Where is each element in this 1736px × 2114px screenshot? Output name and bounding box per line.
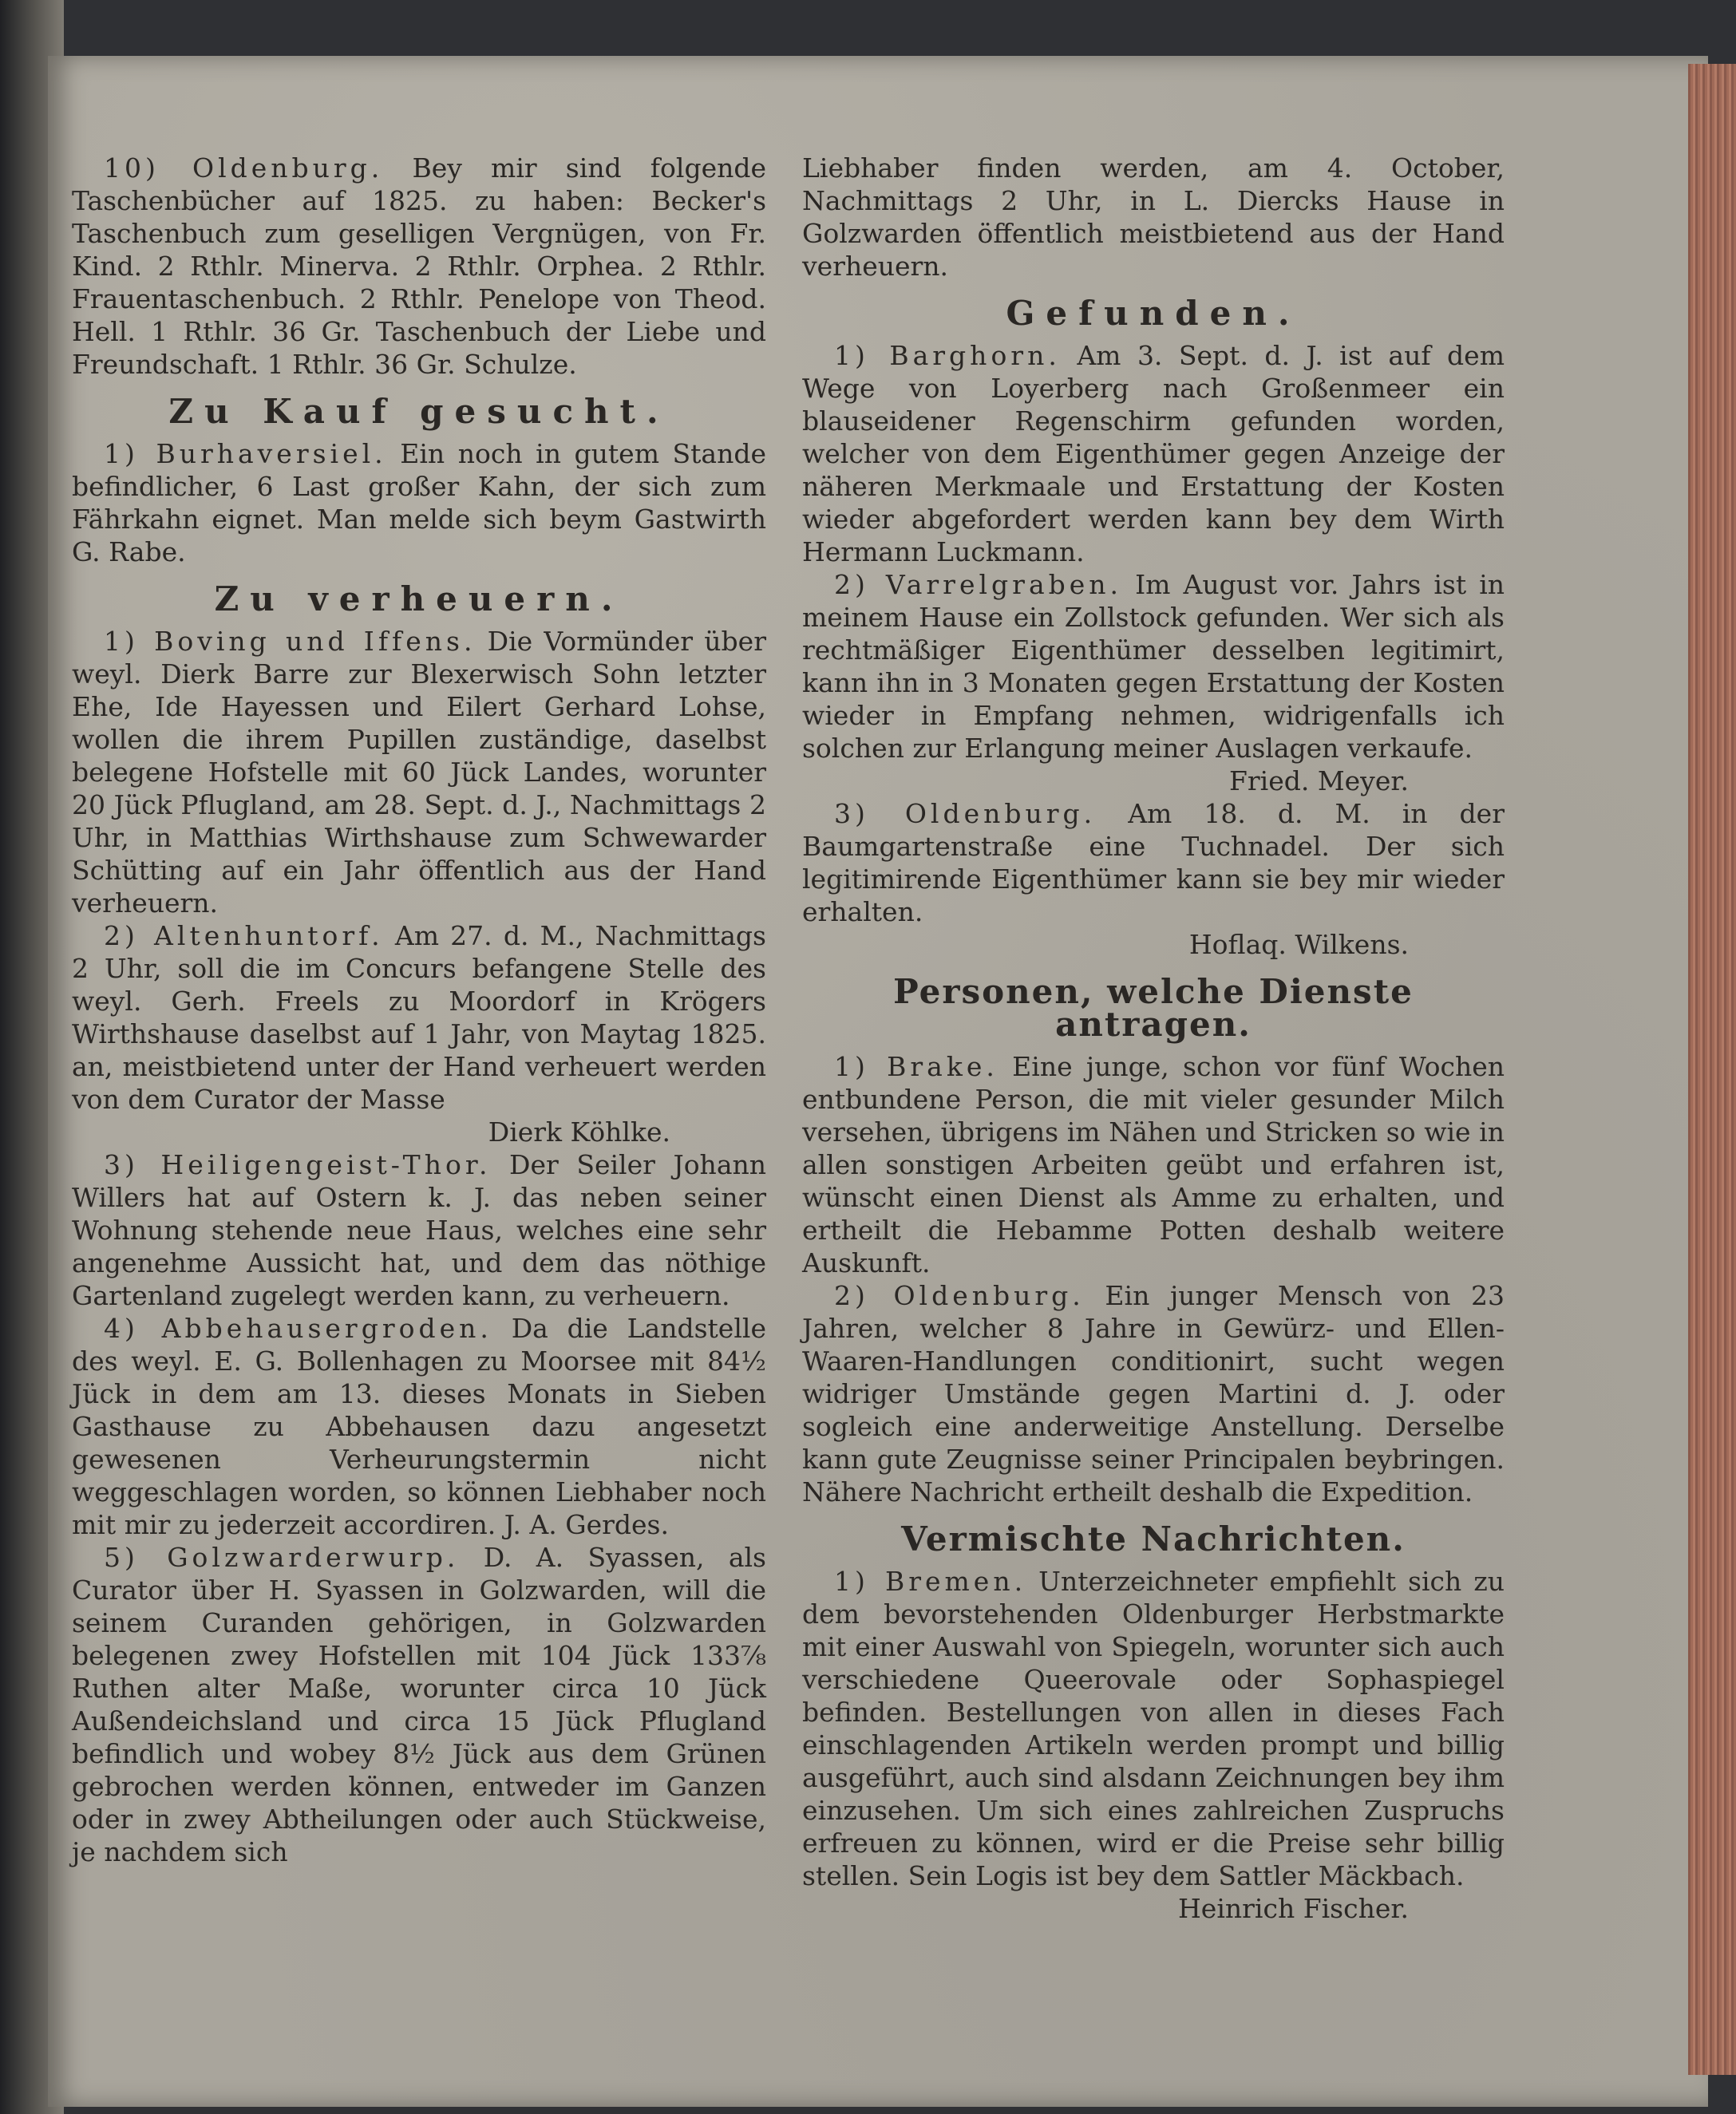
notice-location: 2) Altenhuntorf. — [104, 920, 384, 951]
notice-bremen — [802, 1565, 1505, 1892]
notice-text: Unterzeichneter empfiehlt sich zu dem bevorstehenden Oldenburger Herbstmarkte mit einer Auswahl von Spiegeln, worunter sich auch verschiedene Queerovale oder Sophaspiegel befinden. Bestellungen von allen in dieses Fach einschlagenden Artikeln werden prompt und billig ausgeführt, auch sind alsdann Zeichnungen bey ihm einzusehen. Um sich eines zahlreichen Zuspruchs erfreuen zu können, wird er die Preise sehr billig stellen. Sein Logis ist bey dem Sattler Mäckbach. — [802, 1566, 1505, 1891]
section-heading-zu-kauf: Zu Kauf gesucht. — [168, 392, 670, 431]
notice-oldenburg-books — [72, 152, 766, 381]
notice-signature: Hoflaq. Wilkens. — [1188, 929, 1409, 960]
notice-text: Eine junge, schon vor fünf Wochen entbundene Person, die mit vieler gesunder Milch versehen, übrigens im Nähen und Stricken so wie in allen sonstigen Arbeiten geübt und erfahren ist, wünscht einen Dienst als Amme zu erhalten, und ertheilt die Hebamme Potten deshalb weitere Auskunft. — [802, 1051, 1505, 1278]
notice-location: 10) Oldenburg. — [104, 152, 384, 184]
notice-varrelgraben — [802, 568, 1505, 765]
notice-text: Da die Landstelle des weyl. E. G. Bollenhagen zu Moorsee mit 84½ Jück in dem am 13. dieses Monats in Sieben Gasthause zu Abbehausen dazu angesetzt gewesenen Verheurungstermin nicht weggeschlagen worden, so können Liebhaber noch mit mir zu jederzeit accordiren. — [72, 1313, 766, 1540]
notice-text: Im August vor. Jahrs ist in meinem Hause ein Zollstock gefunden. Wer sich als rechtmäßiger Eigenthümer desselben legitimirt, kann ihn in 3 Monaten gegen Erstattung der Kosten wieder in Empfang nehmen, widrigenfalls ich solchen zur Erlangung meiner Auslagen verkaufe. — [802, 569, 1505, 764]
notice-location: 3) Heiligengeist-Thor. — [104, 1149, 492, 1180]
notice-signature: Schulze. — [464, 349, 577, 380]
right-column — [802, 152, 1505, 1925]
notice-signature: Dierk Köhlke. — [488, 1116, 670, 1148]
notice-text: Bey mir sind folgende Taschenbücher auf 1825. zu haben: Becker's Taschenbuch zum geselligen Vergnügen, von Fr. Kind. 2 Rthlr. Minerva. 2 Rthlr. Orphea. 2 Rthlr. Frauentaschenbuch. 2 Rthlr. Penelope von Theod. Hell. 1 Rthlr. 36 Gr. Taschenbuch der Liebe und Freundschaft. 1 Rthlr. 36 Gr. — [72, 152, 766, 380]
notice-text: Ein junger Mensch von 23 Jahren, welcher 8 Jahre in Gewürz- und Ellen-Waaren-Handlungen conditionirt, sucht wegen widriger Umstände gegen Martini d. J. oder sogleich eine anderweitige Anstellung. Derselbe kann gute Zeugnisse seiner Principalen beybringen. Nähere Nachricht ertheilt deshalb die Expedition. — [802, 1280, 1505, 1507]
notice-text: Der Seiler Johann Willers hat auf Ostern k. J. das neben seiner Wohnung stehende neue Haus, welches eine sehr angenehme Aussicht hat, und dem das nöthige Gartenland zugelegt werden kann, zu verheuern. — [72, 1149, 766, 1311]
notice-oldenburg-mensch — [802, 1279, 1505, 1508]
notice-text: Am 18. d. M. in der Baumgartenstraße eine Tuchnadel. Der sich legitimirende Eigenthümer kann sie bey mir wieder erhalten. — [802, 798, 1505, 927]
notice-location: 1) Brake. — [834, 1051, 998, 1082]
notice-text: Ein noch in gutem Stande befindlicher, 6 Last großer Kahn, der sich zum Fährkahn eignet. Man melde sich beym Gastwirth G. Rabe. — [72, 438, 767, 567]
notice-signature: J. A. Gerdes. — [504, 1509, 669, 1540]
notice-burhaversiel — [72, 437, 766, 568]
section-heading-vermischte: Vermischte Nachrichten. — [901, 1519, 1406, 1559]
notice-location: 1) Burhaversiel. — [104, 438, 387, 469]
notice-location: 5) Golzwarderwurp. — [104, 1542, 460, 1573]
notice-text: Am 3. Sept. d. J. ist auf dem Wege von Loyerberg nach Großenmeer ein blauseidener Regenschirm gefunden worden, welcher von dem Eigenthümer gegen Anzeige der näheren Merkmaale und Erstattung der Kosten wieder abgefordert werden kann bey dem Wirth Hermann Luckmann. — [802, 340, 1505, 567]
notice-altenhuntorf — [72, 919, 766, 1116]
notice-location: 1) Bremen. — [834, 1566, 1027, 1597]
notice-golzwarderwurp — [72, 1541, 766, 1868]
notice-brake — [802, 1050, 1505, 1279]
notice-location: 1) Barghorn. — [834, 340, 1061, 371]
section-heading-zu-verheuern: Zu verheuern. — [214, 579, 624, 618]
notice-barghorn — [802, 339, 1505, 568]
notice-location: 1) Boving und Iffens. — [104, 626, 477, 657]
left-column — [72, 152, 766, 1868]
notice-location: 2) Varrelgraben. — [834, 569, 1123, 600]
page-edges — [1688, 64, 1736, 2075]
notice-signature: Fried. Meyer. — [1229, 765, 1409, 796]
notice-location: 2) Oldenburg. — [834, 1280, 1085, 1311]
notice-text: D. A. Syassen, als Curator über H. Syassen in Golzwarden, will die seinem Curanden gehörigen, in Golzwarden belegenen zwey Hofstellen mit 104 Jück 133⅞ Ruthen alter Maße, worunter circa 10 Jück Außendeichsland und circa 15 Jück Pflugland befindlich und wobey 8½ Jück aus dem Grünen gebrochen werden können, entweder im Ganzen oder in zwey Abtheilungen oder auch Stückweise, je nachdem sich — [72, 1542, 766, 1867]
notice-oldenburg-tuchnadel — [802, 797, 1505, 928]
notice-location: 3) Oldenburg. — [834, 798, 1097, 829]
notice-continuation: Liebhaber finden werden, am 4. October, Nachmittags 2 Uhr, in L. Diercks Hause in Golzwarden öffentlich meistbietend aus der Hand verheuern. — [802, 152, 1505, 282]
notice-heiligengeist — [72, 1148, 766, 1312]
section-heading-gefunden: Gefunden. — [1006, 294, 1301, 333]
notice-text: Am 27. d. M., Nachmittags 2 Uhr, soll die im Concurs befangene Stelle des weyl. Gerh. Freels zu Moordorf in Krögers Wirthshause daselbst auf 1 Jahr, von Maytag 1825. an, meistbietend unter der Hand verheuert werden von dem Curator der Masse — [72, 920, 766, 1115]
section-heading-personen: Personen, welche Dienste antragen. — [893, 972, 1414, 1044]
notice-location: 4) Abbehausergroden. — [104, 1313, 492, 1344]
notice-boving — [72, 625, 766, 919]
notice-signature: Heinrich Fischer. — [1178, 1893, 1409, 1924]
notice-text: Die Vormünder über weyl. Dierk Barre zur Blexerwisch Sohn letzter Ehe, Ide Hayessen und Eilert Gerhard Lohse, wollen die ihrem Pupillen zuständige, daselbst belegene Hofstelle mit 60 Jück Landes, worunter 20 Jück Pflugland, am 28. Sept. d. J., Nachmittags 2 Uhr, in Matthias Wirthshause zum Schwewarder Schütting auf ein Jahr öffentlich aus der Hand verheuern. — [72, 626, 766, 919]
notice-abbehausergroden — [72, 1312, 766, 1541]
